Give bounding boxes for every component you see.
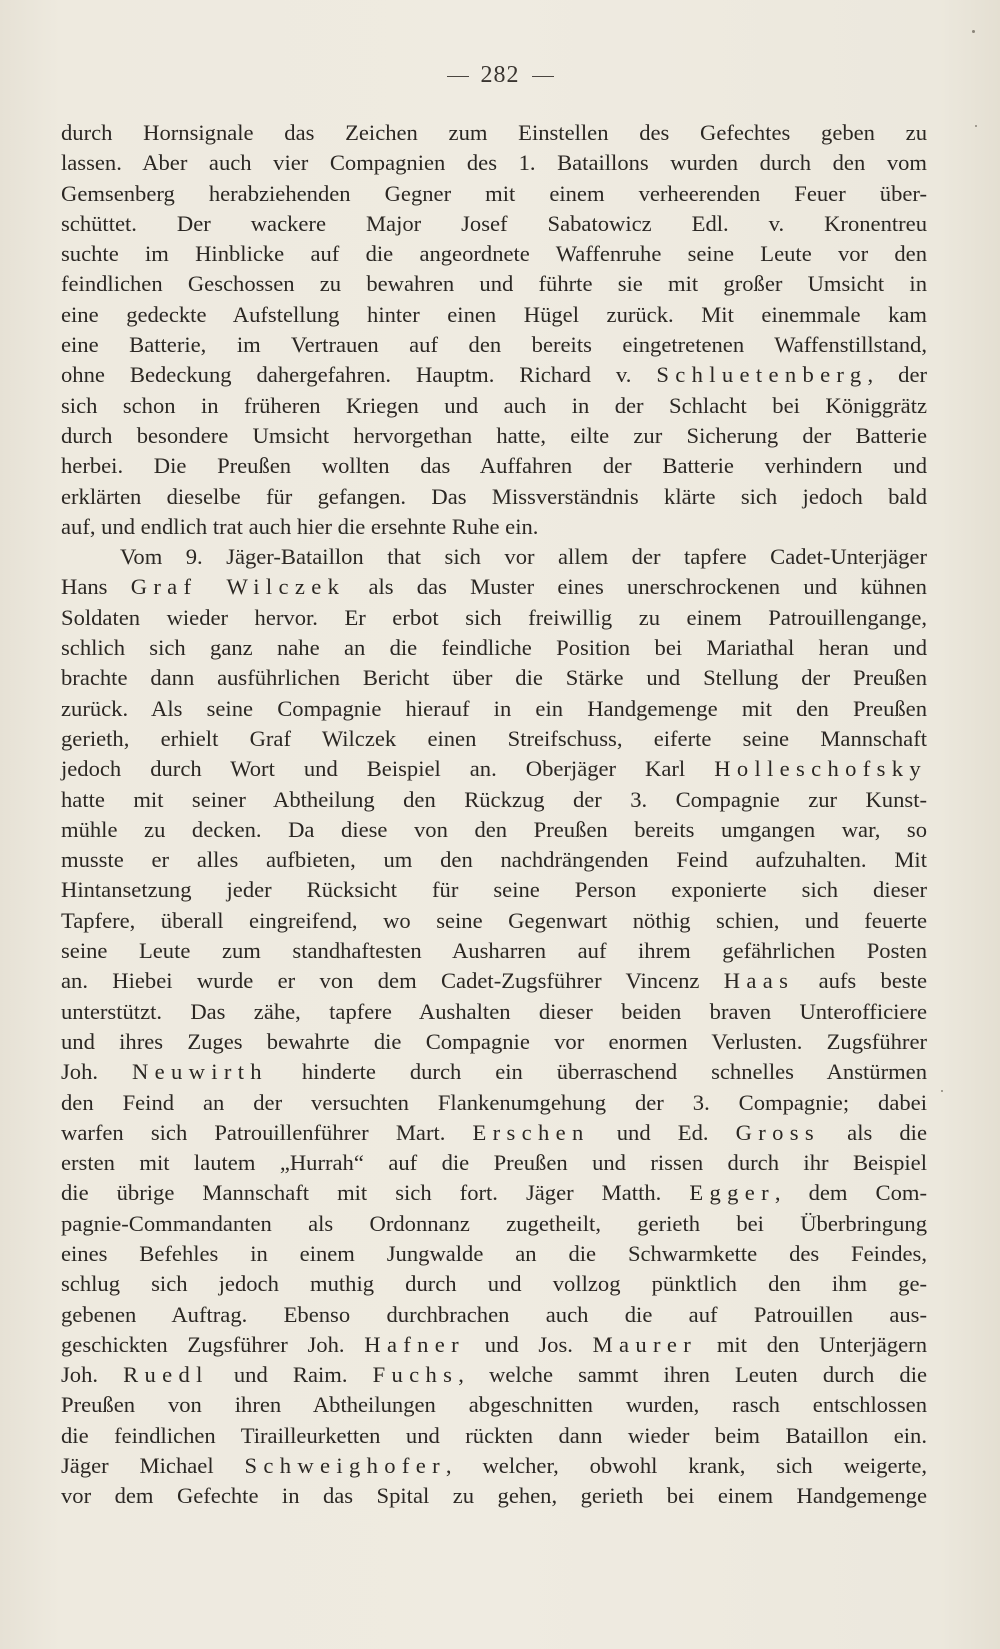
text-segment: und Jos. <box>464 1331 593 1357</box>
text-line <box>61 936 927 966</box>
spaced-name: Haas <box>723 968 795 994</box>
text-segment: hinderte durch ein überraschend schnelles Anstürmen <box>267 1059 927 1085</box>
text-segment: sich schon in früheren Kriegen und auch in der Schlacht bei Königgrätz <box>61 392 927 418</box>
spaced-name: Fuchs <box>372 1362 459 1388</box>
text-segment: Gemsenberg herabziehenden Gegner mit einem verheerenden Feuer über- <box>61 180 927 206</box>
text-segment: erklärten dieselbe für gefangen. Das Missverständnis klärte sich jedoch bald <box>61 483 927 509</box>
text-line <box>61 421 927 451</box>
text-segment: die feindlichen Tirailleurketten und rückten dann wieder beim Bataillon ein. <box>61 1422 927 1448</box>
paper-speck <box>972 30 975 33</box>
text-segment: schlug sich jedoch muthig durch und vollzog pünktlich den ihm ge- <box>61 1271 927 1297</box>
text-segment: und Raim. <box>208 1362 373 1388</box>
text-segment: gerieth, erhielt Graf Wilczek einen Streifschuss, eiferte seine Mannschaft <box>61 725 927 751</box>
text-segment: herbei. Die Preußen wollten das Auffahren der Batterie verhindern und <box>61 453 927 479</box>
text-segment: und ihres Zuges bewahrte die Compagnie vor enormen Verlusten. Zugsführer <box>61 1028 927 1054</box>
text-segment: als die <box>820 1119 927 1145</box>
text-line <box>61 1269 927 1299</box>
text-segment: Vom 9. Jäger-Bataillon that sich vor allem der tapfere Cadet-Unterjäger <box>120 544 927 570</box>
text-segment: eines Befehles in einem Jungwalde an die Schwarmkette des Feindes, <box>61 1240 927 1266</box>
text-line <box>61 451 927 481</box>
text-segment: gebenen Auftrag. Ebenso durchbrachen auch die auf Patrouillen aus- <box>61 1301 927 1327</box>
text-segment: seine Leute zum standhaftesten Ausharren auf ihrem gefährlichen Posten <box>61 938 927 964</box>
text-segment: Hintansetzung jeder Rücksicht für seine Person exponierte sich dieser <box>61 877 927 903</box>
text-line <box>61 360 927 390</box>
text-segment: Joh. <box>61 1362 124 1388</box>
body-text <box>61 118 927 1512</box>
text-segment: musste er alles aufbieten, um den nachdrängenden Feind aufzuhalten. Mit <box>61 847 927 873</box>
text-segment: Joh. <box>61 1059 132 1085</box>
text-line <box>61 572 927 602</box>
text-segment: als das Muster eines unerschrockenen und kühnen <box>345 574 927 600</box>
text-segment: ohne Bedeckung dahergefahren. Hauptm. Richard v. <box>61 362 657 388</box>
spaced-name: Egger <box>689 1180 775 1206</box>
text-line <box>61 1057 927 1087</box>
text-line <box>61 633 927 663</box>
text-line <box>61 845 927 875</box>
text-segment: Jäger Michael <box>61 1453 245 1479</box>
text-segment: jedoch durch Wort und Beispiel an. Oberjäger Karl <box>61 756 715 782</box>
text-line <box>61 815 927 845</box>
spaced-name: Holleschofsky <box>714 756 927 782</box>
text-line <box>61 209 927 239</box>
text-line <box>61 724 927 754</box>
text-line <box>61 1330 927 1360</box>
text-line <box>61 875 927 905</box>
text-segment: suchte im Hinblicke auf die angeordnete Waffenruhe seine Leute vor den <box>61 241 927 267</box>
text-segment: auf, und endlich trat auch hier die ersehnte Ruhe ein. <box>61 513 539 539</box>
text-segment: Tapfere, überall eingreifend, wo seine Gegenwart nöthig schien, und feuerte <box>61 907 927 933</box>
spaced-name: Neuwirth <box>131 1059 268 1085</box>
text-segment: , welche sammt ihren Leuten durch die <box>458 1362 927 1388</box>
text-segment: Hans <box>61 574 131 600</box>
text-line <box>61 1360 927 1390</box>
text-segment: eine gedeckte Aufstellung hinter einen Hügel zurück. Mit einemmale kam <box>61 301 927 327</box>
text-segment: durch besondere Umsicht hervorgethan hatte, eilte zur Sicherung der Batterie <box>61 422 927 448</box>
text-segment: ersten mit lautem „Hurrah“ auf die Preußen und rissen durch ihr Beispiel <box>61 1150 927 1176</box>
text-line <box>61 269 927 299</box>
text-line <box>61 391 927 421</box>
page-number-value: 282 <box>480 62 520 88</box>
text-line <box>61 148 927 178</box>
text-line <box>61 1027 927 1057</box>
text-line <box>61 179 927 209</box>
text-line <box>61 1390 927 1420</box>
text-segment: vor dem Gefechte in das Spital zu gehen, gerieth bei einem Handgemenge <box>61 1483 927 1509</box>
spaced-name: Schluetenberg <box>656 362 868 388</box>
text-segment: lassen. Aber auch vier Compagnien des 1. Bataillons wurden durch den vom <box>61 150 927 176</box>
text-line <box>61 997 927 1027</box>
text-line <box>61 1118 927 1148</box>
text-line <box>61 1300 927 1330</box>
text-segment: mit den Unterjägern <box>697 1331 927 1357</box>
text-segment: und Ed. <box>589 1119 736 1145</box>
text-line <box>61 663 927 693</box>
text-line <box>61 906 927 936</box>
spaced-name: Hafner <box>364 1331 465 1357</box>
text-segment: warfen sich Patrouillenführer Mart. <box>61 1119 473 1145</box>
page-number-left-dash <box>447 76 469 77</box>
text-segment: pagnie-Commandanten als Ordonnanz zugetheilt, gerieth bei Überbringung <box>61 1210 927 1236</box>
text-segment: , dem Com- <box>774 1180 927 1206</box>
text-segment: aufs beste <box>794 968 927 994</box>
text-line <box>61 785 927 815</box>
spaced-name: Graf Wilczek <box>130 574 346 600</box>
text-segment: , welcher, obwohl krank, sich weigerte, <box>445 1453 927 1479</box>
text-line <box>61 694 927 724</box>
text-segment: geschickten Zugsführer Joh. <box>61 1331 365 1357</box>
text-segment: brachte dann ausführlichen Bericht über die Stärke und Stellung der Preußen <box>61 665 927 691</box>
text-line <box>61 542 927 572</box>
text-line <box>61 330 927 360</box>
text-segment: hatte mit seiner Abtheilung den Rückzug der 3. Compagnie zur Kunst- <box>61 786 927 812</box>
text-segment: Preußen von ihren Abtheilungen abgeschnitten wurden, rasch entschlossen <box>61 1392 927 1418</box>
text-line <box>61 603 927 633</box>
text-line <box>61 1481 927 1511</box>
text-line <box>61 1421 927 1451</box>
page-number-right-dash <box>532 76 554 77</box>
text-line <box>61 754 927 784</box>
text-line <box>61 239 927 269</box>
text-segment: schlich sich ganz nahe an die feindliche Position bei Mariathal heran und <box>61 635 927 661</box>
spaced-name: Erschen <box>472 1119 590 1145</box>
text-line <box>61 512 927 542</box>
text-segment: Soldaten wieder hervor. Er erbot sich freiwillig zu einem Patrouillengange, <box>61 604 927 630</box>
paper-speck <box>941 1090 943 1092</box>
text-line <box>61 482 927 512</box>
text-segment: den Feind an der versuchten Flankenumgehung der 3. Compagnie; dabei <box>61 1089 927 1115</box>
text-line <box>61 1148 927 1178</box>
spaced-name: Schweighofer <box>244 1453 446 1479</box>
spaced-name: Gross <box>735 1119 821 1145</box>
text-segment: , der <box>867 362 927 388</box>
text-segment: die übrige Mannschaft mit sich fort. Jäger Matth. <box>61 1180 690 1206</box>
text-line <box>61 1178 927 1208</box>
text-segment: unterstützt. Das zähe, tapfere Aushalten dieser beiden braven Unterofficiere <box>61 998 927 1024</box>
spaced-name: Ruedl <box>123 1362 209 1388</box>
text-segment: schüttet. Der wackere Major Josef Sabatowicz Edl. v. Kronentreu <box>61 210 927 236</box>
text-segment: an. Hiebei wurde er von dem Cadet-Zugsführer Vincenz <box>61 968 724 994</box>
text-segment: durch Hornsignale das Zeichen zum Einstellen des Gefechtes geben zu <box>61 120 927 145</box>
paper-speck <box>975 125 977 127</box>
text-line <box>61 300 927 330</box>
text-line <box>61 1451 927 1481</box>
text-line <box>61 1239 927 1269</box>
text-segment: zurück. Als seine Compagnie hierauf in ein Handgemenge mit den Preußen <box>61 695 927 721</box>
text-segment: mühle zu decken. Da diese von den Preußen bereits umgangen war, so <box>61 816 927 842</box>
text-line <box>61 1209 927 1239</box>
text-line <box>61 118 927 148</box>
text-line <box>61 966 927 996</box>
page-number <box>0 62 1000 89</box>
text-segment: feindlichen Geschossen zu bewahren und führte sie mit großer Umsicht in <box>61 271 927 297</box>
text-segment: eine Batterie, im Vertrauen auf den bereits eingetretenen Waffenstillstand, <box>61 332 927 358</box>
text-line <box>61 1088 927 1118</box>
spaced-name: Maurer <box>592 1331 698 1357</box>
